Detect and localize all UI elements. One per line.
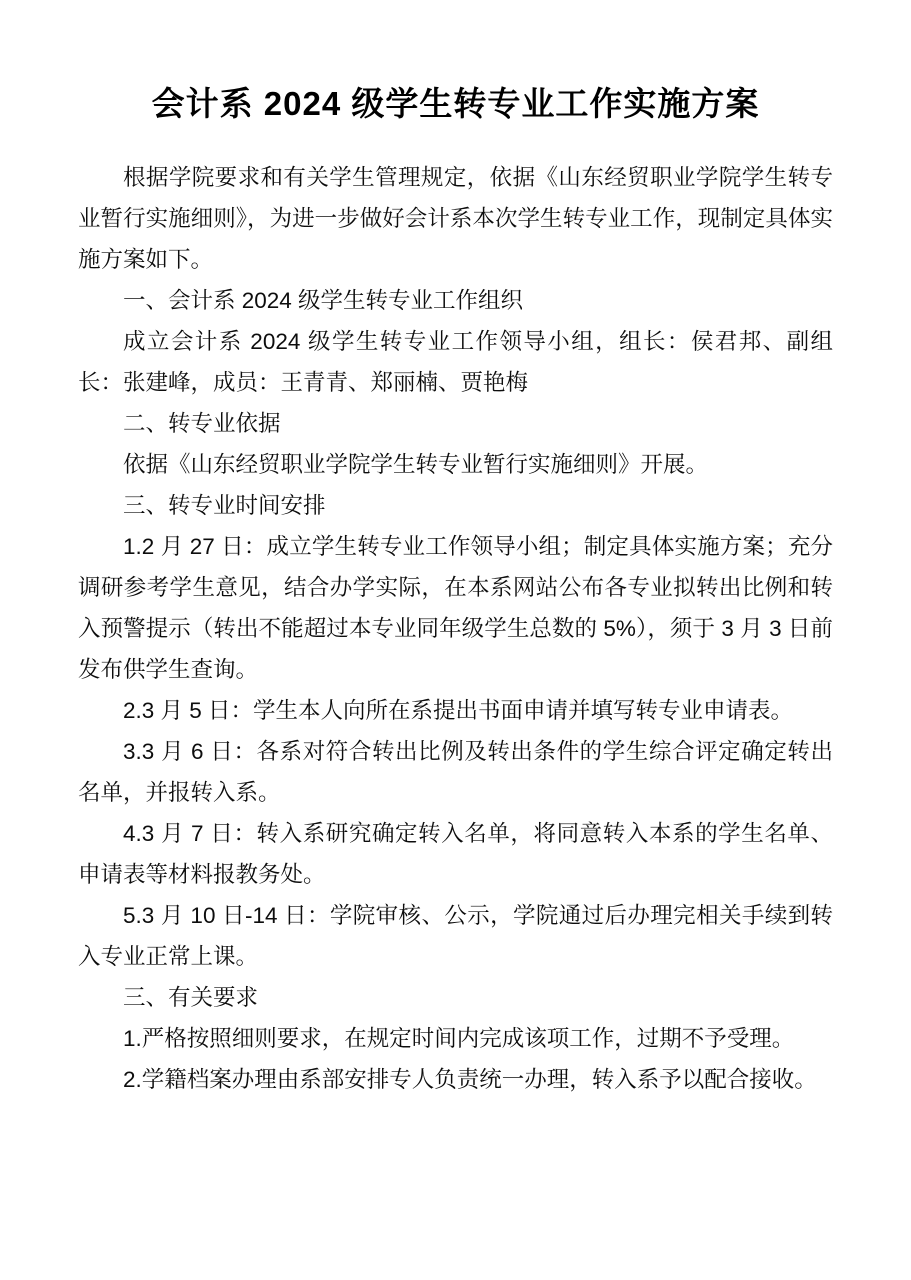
paragraph-section-heading-1: 一、会计系 2024 级学生转专业工作组织 <box>123 287 524 313</box>
paragraph: 依据《山东经贸职业学院学生转专业暂行实施细则》开展。 <box>123 451 709 477</box>
paragraph-item-5: 5.3 月 10 日-14 日：学院审核、公示，学院通过后办理完相关手续到转入专业正常上课。 <box>78 902 833 969</box>
paragraph: 根据学院要求和有关学生管理规定，依据《山东经贸职业学院学生转专业暂行实施细则》，为进一步做好会计系本次学生转专业工作，现制定具体实施方案如下。 <box>78 164 833 272</box>
paragraph-item-4: 4.3 月 7 日：转入系研究确定转入名单，将同意转入本系的学生名单、申请表等材料报教务处。 <box>78 820 833 887</box>
paragraph-item-1: 1.2 月 27 日：成立学生转专业工作领导小组；制定具体实施方案；充分调研参考学生意见，结合办学实际，在本系网站公布各专业拟转出比例和转入预警提示（转出不能超过本专业同年级学生总数的 5%），须于 3 月 3 日前发布供学生查询。 <box>78 533 833 682</box>
paragraph-section-heading-2: 二、转专业依据 <box>123 410 281 436</box>
paragraph-section-heading-4: 三、有关要求 <box>123 984 259 1010</box>
paragraph-requirement-1: 1.严格按照细则要求，在规定时间内完成该项工作，过期不予受理。 <box>123 1025 795 1051</box>
document-body <box>78 157 833 1100</box>
paragraph-item-3: 3.3 月 6 日：各系对符合转出比例及转出条件的学生综合评定确定转出名单，并报转入系。 <box>78 738 833 805</box>
paragraph-requirement-2: 2.学籍档案办理由系部安排专人负责统一办理，转入系予以配合接收。 <box>123 1066 817 1092</box>
paragraph-section-heading-3: 三、转专业时间安排 <box>123 492 326 518</box>
paragraph: 成立会计系 2024 级学生转专业工作领导小组，组长：侯君邦、副组长：张建峰，成员：王青青、郑丽楠、贾艳梅 <box>78 328 833 395</box>
paragraph-item-2: 2.3 月 5 日：学生本人向所在系提出书面申请并填写转专业申请表。 <box>123 697 794 723</box>
page-title: 会计系 2024 级学生转专业工作实施方案 <box>151 85 760 122</box>
